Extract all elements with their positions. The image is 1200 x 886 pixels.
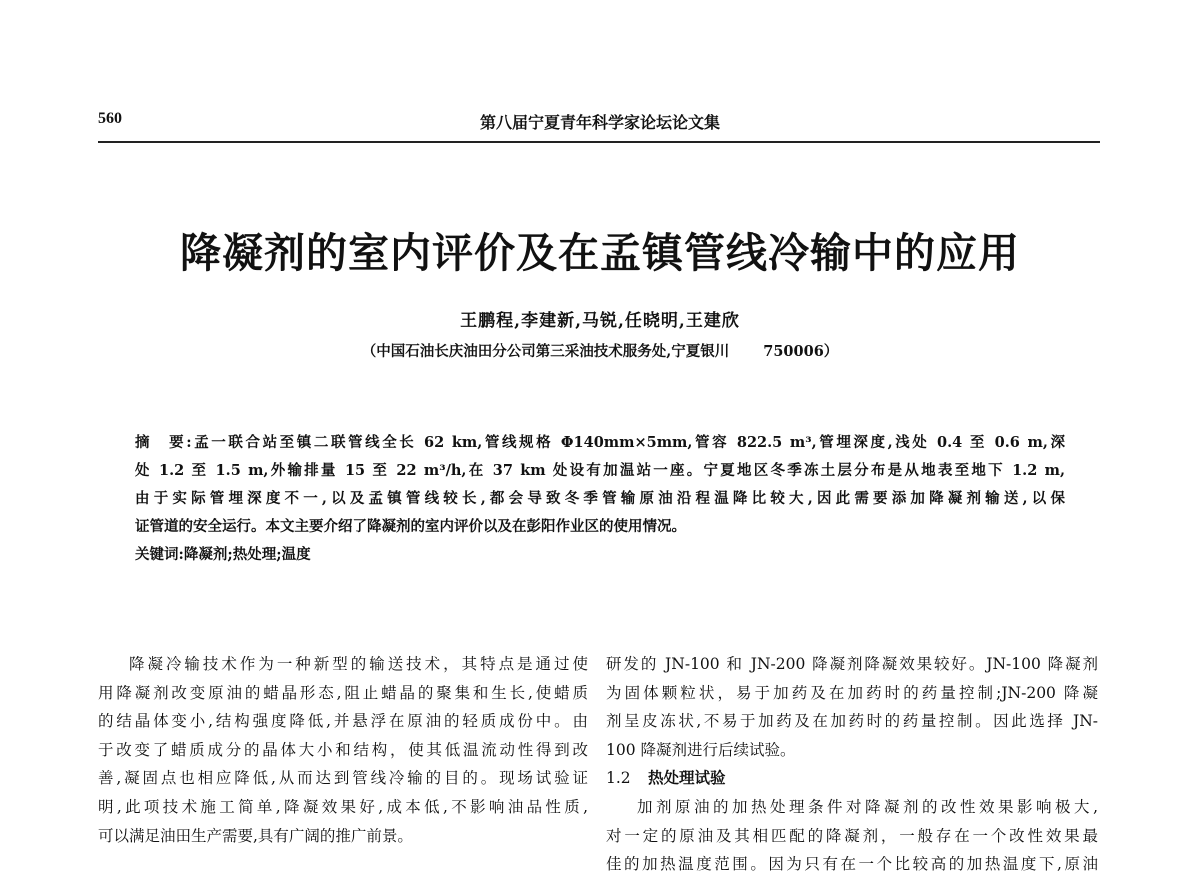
abstract-line: 证管道的安全运行。本文主要介绍了降凝剂的室内评价以及在彭阳作业区的使用情况。 [135,518,686,535]
body-line: 研发的 JN-100 和 JN-200 降凝剂降凝效果较好。JN-100 降凝剂 [606,655,1098,673]
body-line: 明,此项技术施工简单,降凝效果好,成本低,不影响油品性质, [98,797,588,816]
abstract-line: 处 1.2 至 1.5 m,外输排量 15 至 22 m³/h,在 37 km 处设有加温站一座。宁夏地区冬季冻土层分布是从地表至地下 1.2 m, [135,462,1065,479]
body-line: 加剂原油的加热处理条件对降凝剂的改性效果影响极大, [637,797,1098,816]
body-line: 善,凝固点也相应降低,从而达到管线冷输的目的。现场试验证 [98,769,588,788]
section-heading [606,764,1098,793]
body-line: 对一定的原油及其相匹配的降凝剂，一般存在一个改性效果最 [606,826,1098,845]
affiliation [0,340,1200,361]
paper-title: 降凝剂的室内评价及在孟镇管线冷输中的应用 [180,229,1020,277]
body-line: 于改变了蜡质成分的晶体大小和结构，使其低温流动性得到改 [98,740,588,759]
abstract-label: 摘 要: [135,434,192,451]
right-column [606,650,1098,879]
body-line: 剂呈皮冻状,不易于加药及在加药时的药量控制。因此选择 JN- [606,712,1098,731]
body-line: 可以满足油田生产需要,具有广阔的推广前景。 [98,826,413,845]
header-rule [98,141,1100,143]
section-number: 1.2 [606,769,631,788]
abstract-line: 由于实际管埋深度不一,以及孟镇管线较长,都会导致冬季管输原油沿程温降比较大,因此需要添加降凝剂输送,以保 [135,490,1065,507]
authors: 王鹏程,李建新,马锐,任晓明,王建欣 [460,311,740,331]
body-line: 降凝冷输技术作为一种新型的输送技术，其特点是通过使 [129,655,588,673]
page-number: 560 [98,110,122,127]
left-column [98,650,588,850]
abstract-line: 摘 要:孟一联合站至镇二联管线全长 62 km,管线规格 Φ140mm×5mm,管容 822.5 m³,管埋深度,浅处 0.4 至 0.6 m,深 [135,434,1065,451]
keywords [135,541,1065,569]
keywords-label: 关键词: [135,546,184,563]
body-line: 用降凝剂改变原油的蜡晶形态,阻止蜡晶的聚集和生长,使蜡质 [98,683,588,702]
body-line: 100 降凝剂进行后续试验。 [606,740,796,759]
abstract [135,429,1065,569]
body-line: 佳的加热温度范围。因为只有在一个比较高的加热温度下,原油 [606,855,1098,874]
section-title: 热处理试验 [648,768,726,788]
affiliation-text: （中国石油长庆油田分公司第三采油技术服务处,宁夏银川 [361,343,730,360]
body-line: 的结晶体变小,结构强度降低,并悬浮在原油的轻质成份中。由 [98,712,588,731]
keywords-value: 降凝剂;热处理;温度 [183,546,311,563]
affiliation-zip: 750006） [763,343,839,360]
running-title: 第八届宁夏青年科学家论坛论文集 [479,113,720,132]
body-line: 为固体颗粒状，易于加药及在加药时的药量控制;JN-200 降凝 [606,683,1098,702]
